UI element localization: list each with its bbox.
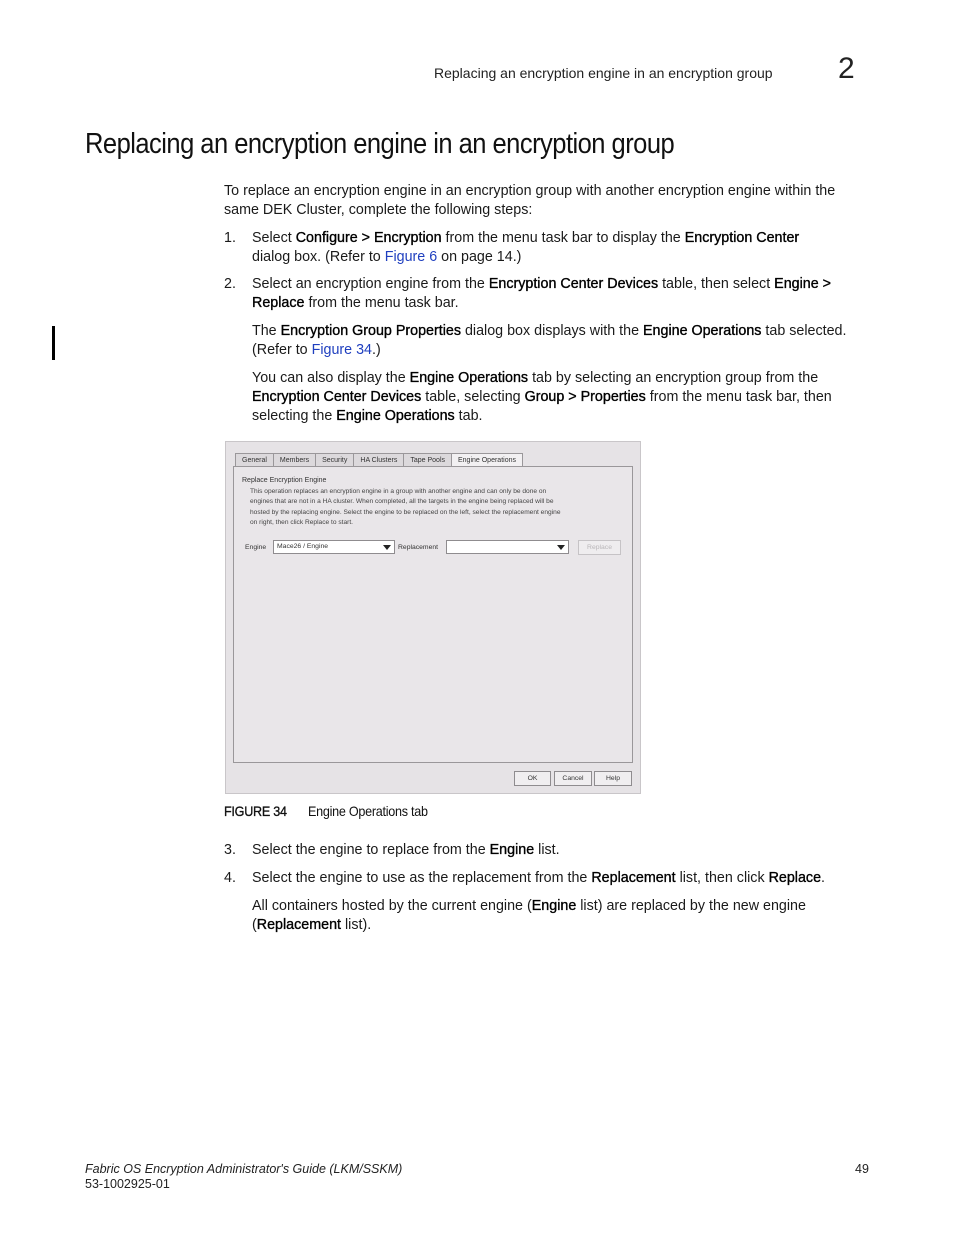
page-title: Replacing an encryption engine in an encryption group — [85, 128, 675, 160]
replacement-select[interactable] — [446, 540, 569, 554]
step-4-number: 4. — [224, 870, 236, 886]
step-1-number: 1. — [224, 230, 236, 246]
alternative-paragraph: You can also display the Engine Operations tab by selecting an encryption group from the Encryption Center Devices table, selecting Group > Properties from the menu task bar, then selecting the Engine Operations tab. — [252, 370, 832, 424]
tab-general[interactable]: General — [235, 453, 274, 466]
footer-page-number: 49 — [855, 1162, 869, 1176]
engine-select[interactable] — [273, 540, 395, 554]
containers-paragraph: All containers hosted by the current engine (Engine list) are replaced by the new engine (Replacement list). — [252, 898, 806, 933]
replace-button[interactable]: Replace — [578, 540, 621, 555]
footer-guide-title: Fabric OS Encryption Administrator's Guide (LKM/SSKM) — [85, 1162, 403, 1176]
dialog-note-paragraph: The Encryption Group Properties dialog box displays with the Engine Operations tab selected. (Refer to Figure 34.) — [252, 323, 847, 358]
section-description: This operation replaces an encryption engine in a group with another engine and can only be done on engines that are not in a HA cluster. When completed, all the targets in the engine being replaced will be hosted by the replacing engine. Select the engine to be replaced on the left, select the replacement engine on right, then click Replace to start. — [250, 488, 561, 526]
chevron-down-icon — [383, 545, 391, 550]
chevron-down-icon — [557, 545, 565, 550]
engine-operations-screenshot — [225, 441, 641, 794]
engine-label: Engine — [245, 544, 267, 551]
figure-6-link[interactable]: Figure 6 — [384, 249, 438, 265]
tab-ha-clusters[interactable]: HA Clusters — [353, 453, 404, 466]
step-1-text: Select Configure > Encryption from the menu task bar to display the Encryption Center dialog box. (Refer to Figure 6 on page 14.) — [252, 230, 800, 265]
change-bar — [52, 326, 55, 360]
replacement-label: Replacement — [398, 544, 439, 551]
ok-button[interactable]: OK — [514, 771, 551, 786]
figure-caption: Engine Operations tab — [308, 803, 428, 819]
footer-doc-number: 53-1002925-01 — [85, 1177, 170, 1191]
tab-bar — [235, 453, 522, 467]
step-2-number: 2. — [224, 276, 236, 292]
tab-security[interactable]: Security — [315, 453, 354, 466]
figure-34-link[interactable]: Figure 34 — [311, 342, 372, 358]
tab-tape-pools[interactable]: Tape Pools — [403, 453, 452, 466]
step-2-text: Select an encryption engine from the Encryption Center Devices table, then select Engine > Replace from the menu task bar. — [252, 276, 831, 311]
tab-members[interactable]: Members — [273, 453, 316, 466]
step-3-number: 3. — [224, 842, 236, 858]
tab-engine-operations[interactable]: Engine Operations — [451, 453, 523, 467]
engine-operations-panel — [233, 466, 633, 763]
help-button[interactable]: Help — [594, 771, 632, 786]
engine-select-value: Mace26 / Engine — [277, 543, 329, 550]
section-title: Replace Encryption Engine — [242, 477, 327, 484]
step-3-text: Select the engine to replace from the Engine list. — [252, 842, 560, 858]
cancel-button[interactable]: Cancel — [554, 771, 592, 786]
figure-label: FIGURE 34 — [224, 803, 287, 819]
chapter-number: 2 — [838, 52, 855, 85]
running-header-title: Replacing an encryption engine in an encryption group — [434, 65, 773, 81]
step-4-text: Select the engine to use as the replacement from the Replacement list, then click Replace. — [252, 870, 826, 886]
intro-paragraph: To replace an encryption engine in an encryption group with another encryption engine within the same DEK Cluster, complete the following steps: — [224, 183, 836, 218]
